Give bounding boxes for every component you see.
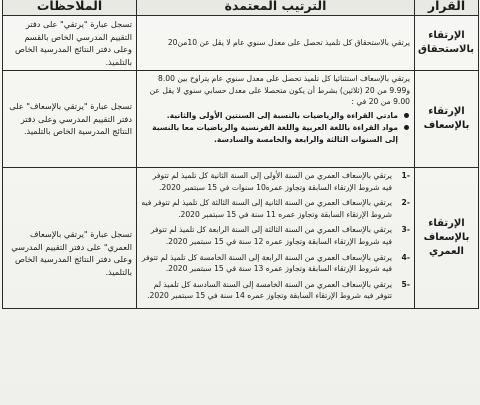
decision-merit: الإرتقاء بالاستحقاق — [415, 16, 479, 71]
promotion-rules-table — [2, 0, 479, 309]
list-item — [141, 122, 398, 145]
bullet-icon — [404, 125, 409, 130]
item-number: -3 — [401, 225, 410, 235]
condition-text: مواد القراءة باللغة العربية واللغة الفرنسية والرياضيات معا بالنسبة إلى السنوات الثالثة والرابعة والخامسة والسادسة. — [152, 123, 398, 144]
bullet-icon — [404, 113, 409, 118]
list-item — [141, 224, 410, 247]
table-row-relief — [3, 71, 479, 168]
notes-merit: تسجل عبارة "يرتقي" على دفتر التقييم المدرسي الخاص بالقسم وعلى دفتر النتائج المدرسية الخاص بالتلميذ. — [3, 16, 137, 71]
steps-relief — [137, 71, 415, 168]
table-row-age-relief — [3, 168, 479, 309]
table-header-row — [3, 0, 479, 16]
list-item — [141, 279, 410, 302]
list-item — [141, 252, 410, 275]
header-notes: الملاحظات — [3, 0, 137, 16]
decision-age-relief: الإرتقاء بالإسعاف العمري — [415, 168, 479, 309]
item-text: يرتقي بالإسعاف العمري من السنة الرابعة إلى السنة الخامسة كل تلميذ لم تتوفر فيه شروط الإرتقاء السابقة وتجاوز عمره 13 سنة في 15 سبتمبر 2020. — [141, 252, 392, 274]
header-steps: الترتيب المعتمدة — [137, 0, 415, 16]
steps-age-relief — [137, 168, 415, 309]
notes-relief: تسجل عبارة "يرتقي بالإسعاف" على دفتر التقييم المدرسي وعلى دفتر النتائج المدرسية الخاص بالتلميذ. — [3, 71, 137, 168]
steps-relief-intro: يرتقي بالإسعاف استثنائيا كل تلميذ تحصل على معدل سنوي عام يتراوح بين 8.00 و9.99 من 20 (ثلاثين) بشرط أن يكون متحصلا على معدل حسابي سنوي لا يقل عن 9.00 من 20 في : — [149, 74, 410, 107]
item-number: -5 — [401, 279, 410, 289]
item-text: يرتقي بالإسعاف العمري من السنة الأولى إلى السنة الثانية كل تلميذ لم تتوفر فيه شروط الإرتقاء السابقة وتجاوز عمره10 سنوات في 15 سبتمبر 2020. — [152, 171, 392, 192]
decision-relief: الإرتقاء بالإسعاف — [415, 71, 479, 168]
item-text: يرتقي بالإسعاف العمري من السنة الخامسة إلى السنة السادسة كل تلميذ لم تتوفر فيه شروط الإرتقاء السابقة وتجاوز عمره 14 سنة في 15 سبتمبر 2020. — [147, 279, 392, 301]
condition-text: مادتي القراءة والرياضيات بالنسبة إلى السنتين الأولى والثانية. — [166, 110, 398, 120]
list-item — [141, 170, 410, 193]
item-number: -1 — [401, 171, 410, 180]
item-text: يرتقي بالإسعاف العمري من السنة الثالثة إلى السنة الرابعة كل تلميذ لم تتوفر فيه شروط الإرتقاء السابقة وتجاوز عمره 12 سنة في 15 سبتمبر 2020. — [150, 225, 392, 246]
item-number: -4 — [401, 252, 410, 262]
table-row-merit — [3, 16, 479, 71]
list-item — [141, 110, 398, 122]
steps-merit: يرتقي بالاستحقاق كل تلميذ تحصل على معدل سنوي عام لا يقل عن 10من20 — [137, 16, 415, 71]
conditions-list — [141, 110, 410, 146]
item-text: يرتقي بالإسعاف العمري من السنة الثانية إلى السنة الثالثة كل تلميذ لم تتوفر فيه شروط الإرتقاء السابقة وتجاوز عمره 11 سنة في 15 سبتمبر 2020. — [141, 198, 392, 219]
list-item — [141, 197, 410, 220]
item-number: -2 — [401, 198, 410, 208]
notes-age-relief: تسجل عبارة "يرتقي بالإسعاف العمري" على دفتر التقييم المدرسي وعلى دفتر النتائج المدرسية الخاص بالتلميذ. — [3, 168, 137, 309]
header-decision: القرار — [415, 0, 479, 16]
age-relief-list — [141, 170, 410, 302]
